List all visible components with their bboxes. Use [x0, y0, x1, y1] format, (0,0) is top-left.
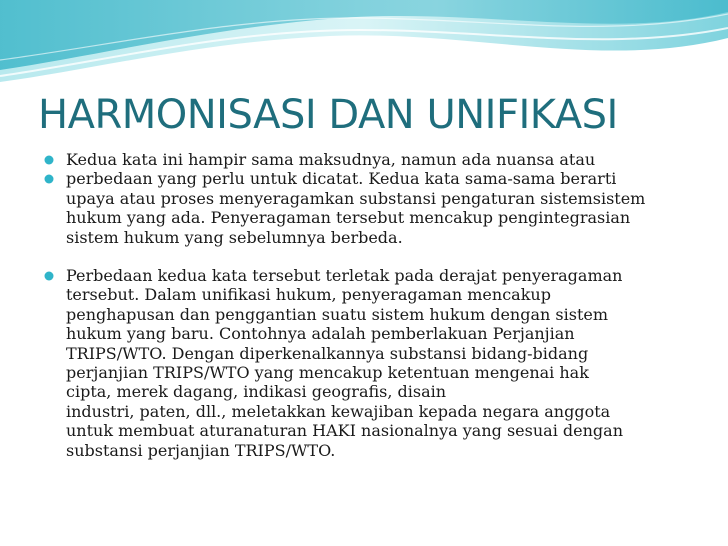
bullet-line: hukum yang baru. Contohnya adalah pemberlakuan Perjanjian — [66, 324, 575, 344]
bullet-line: penghapusan dan penggantian suatu sistem hukum dengan sistem — [66, 304, 609, 324]
bullet-icon — [44, 155, 54, 165]
bullet-item — [44, 266, 704, 460]
bullet-line: sistem hukum yang sebelumnya berbeda. — [66, 227, 403, 247]
bullet-icon — [44, 271, 54, 281]
bullet-line: untuk membuat aturanaturan HAKI nasionalnya yang sesuai dengan — [66, 421, 624, 441]
bullet-icon — [44, 174, 54, 184]
bullet-line: perbedaan yang perlu untuk dicatat. Kedua kata sama-sama berarti — [66, 169, 617, 189]
bullet-line: Perbedaan kedua kata tersebut terletak pada derajat penyeragaman — [66, 266, 623, 286]
bullet-line: TRIPS/WTO. Dengan diperkenalkannya substansi bidang-bidang — [66, 343, 589, 363]
bullet-line: industri, paten, dll., meletakkan kewajiban kepada negara anggota — [66, 401, 611, 421]
bullet-line: Kedua kata ini hampir sama maksudnya, namun ada nuansa atau — [66, 150, 596, 169]
bullet-line: cipta, merek dagang, indikasi geografis, disain — [66, 382, 447, 402]
slide-title: HARMONISASI DAN UNIFIKASI — [38, 92, 618, 138]
bullet-line: perjanjian TRIPS/WTO yang mencakup ketentuan mengenai hak — [66, 363, 589, 383]
slide-body — [44, 150, 704, 460]
bullet-item — [44, 150, 704, 169]
bullet-line: upaya atau proses menyeragamkan substansi pengaturan sistemsistem — [66, 188, 646, 208]
decorative-wave-header — [0, 0, 728, 90]
bullet-item — [44, 169, 704, 247]
bullet-line: hukum yang ada. Penyeragaman tersebut mencakup pengintegrasian — [66, 208, 631, 228]
bullet-line: tersebut. Dalam unifikasi hukum, penyeragaman mencakup — [66, 285, 551, 305]
bullet-line: substansi perjanjian TRIPS/WTO. — [66, 440, 336, 460]
